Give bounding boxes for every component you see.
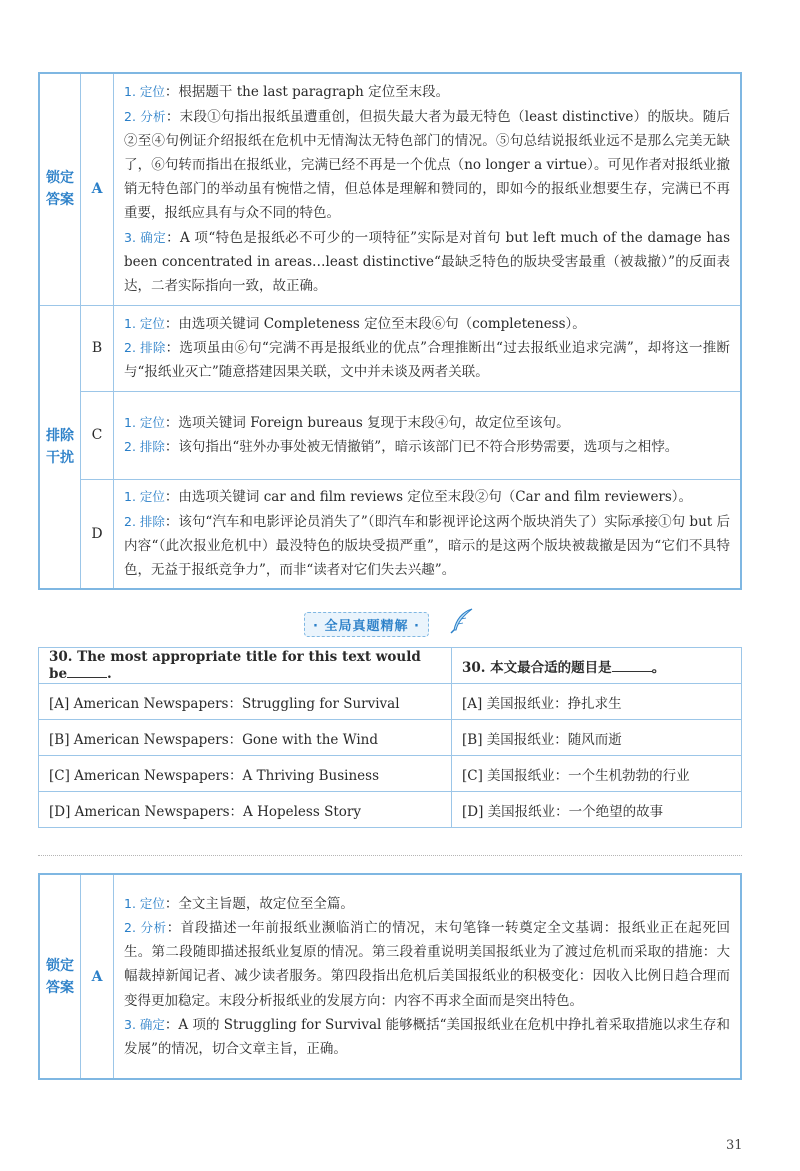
exclude-label: 排除干扰	[39, 305, 81, 589]
option-row	[39, 720, 742, 756]
analysis-line: 2. 分析：首段描述一年前报纸业濒临消亡的情况，末句笔锋一转奠定全文基调：报纸业正在起死回生。第二段随即描述报纸业复原的情况。第三段着重说明美国报纸业为了渡过危机而采取的措施：大幅裁掉新闻记者、减少读者服务。第四段指出危机后美国报纸业的积极变化：因收入比例日趋合理而变得更加稳定。末段分析报纸业的发展方向：内容不再求全面而是突出特色。	[124, 919, 731, 1009]
page-number: 31	[726, 1138, 743, 1153]
exclude-row-d	[39, 479, 741, 589]
option-en: [C] American Newspapers：A Thriving Business	[39, 756, 452, 792]
question-table	[38, 647, 742, 828]
answer-blank	[612, 659, 652, 672]
lock-answer-text	[114, 874, 742, 1079]
question-header-row	[39, 648, 742, 684]
exclude-option-c: C	[81, 391, 114, 479]
question-cn: 30. 本文最合适的题目是 。	[452, 648, 742, 684]
analysis-line: 1. 定位：全文主旨题，故定位至全篇。	[124, 895, 354, 912]
option-row	[39, 756, 742, 792]
lock-answer-option: A	[81, 874, 114, 1079]
lock-answer-label: 锁定答案	[39, 73, 81, 305]
analysis-line: 3. 确定：A 项的 Struggling for Survival 能够概括“美国报纸业在危机中挣扎着采取措施以求生存和发展”的情况，切合文章主旨，正确。	[124, 1016, 731, 1057]
analysis-line: 2. 排除：该句“汽车和电影评论员消失了”（即汽车和影视评论这两个版块消失了）实际承接①句 but 后内容“（此次报业危机中）最没特色的版块受损严重”，暗示的是这两个版块被裁撤是因为“它们不具特色，无益于报纸竞争力”，而非“读者对它们失去兴趣”。	[124, 513, 730, 578]
option-cn: [D] 美国报纸业：一个绝望的故事	[452, 792, 742, 828]
option-cn: [B] 美国报纸业：随风而逝	[452, 720, 742, 756]
lock-answer-row	[39, 73, 741, 305]
lock-answer-text	[114, 73, 742, 305]
question-en: 30. The most appropriate title for this text would be .	[39, 648, 452, 684]
analysis-line: 2. 排除：该句指出“驻外办事处被无情撤销”，暗示该部门已不符合形势需要，选项与之相悖。	[124, 439, 679, 455]
exclude-row-c	[39, 391, 741, 479]
analysis-line: 1. 定位：由选项关键词 Completeness 定位至末段⑥句（completeness）。	[124, 315, 586, 332]
option-en: [A] American Newspapers：Struggling for Survival	[39, 684, 452, 720]
lock-answer-option: A	[81, 73, 114, 305]
option-en: [D] American Newspapers：A Hopeless Story	[39, 792, 452, 828]
analysis-line: 3. 确定：A 项“特色是报纸必不可少的一项特征”实际是对首句 but left much of the damage has been concentrated in areas…least distinctive“最缺乏特色的版块受害最重（被裁撤）”的反面表达，二者实际指向一致，故正确。	[124, 229, 730, 294]
exclude-text-d	[114, 479, 742, 589]
analysis-line: 2. 分析：末段①句指出报纸虽遭重创，但损失最大者为最无特色（least distinctive）的版块。随后②至④句例证介绍报纸在危机中无情淘汰无特色部门的情况。⑤句总结说报纸业远不是那么完美无缺了，⑥句转而指出在报纸业，完满已经不再是一个优点（no longer a virtue）。可见作者对报纸业撤销无特色部门的举动虽有惋惜之情，但总体是理解和赞同的，即如今的报纸业想要生存，完满已不再重要，报纸应具有与众不同的特色。	[124, 108, 730, 222]
option-cn: [C] 美国报纸业：一个生机勃勃的行业	[452, 756, 742, 792]
exclude-text-b	[114, 305, 742, 391]
exclude-option-b: B	[81, 305, 114, 391]
exclude-text-c	[114, 391, 742, 479]
divider	[38, 855, 742, 856]
analysis-line: 1. 定位：由选项关键词 car and film reviews 定位至末段②句（Car and film reviewers）。	[124, 489, 693, 506]
exclude-row-b	[39, 305, 741, 391]
option-row	[39, 792, 742, 828]
analysis-table-2	[38, 873, 742, 1080]
option-cn: [A] 美国报纸业：挣扎求生	[452, 684, 742, 720]
lock-answer-row	[39, 874, 741, 1079]
analysis-line: 1. 定位：选项关键词 Foreign bureaus 复现于末段④句，故定位至该句。	[124, 414, 570, 431]
section-title: · 全局真题精解 ·	[304, 612, 429, 637]
exclude-option-d: D	[81, 479, 114, 589]
analysis-line: 2. 排除：选项虽由⑥句“完满不再是报纸业的优点”合理推断出“过去报纸业追求完满”，却将这一推断与“报纸业灭亡”随意搭建因果关联，文中并未谈及两者关联。	[124, 339, 730, 381]
lock-answer-label: 锁定答案	[39, 874, 81, 1079]
feather-pen-icon	[448, 606, 476, 634]
option-en: [B] American Newspapers：Gone with the Wind	[39, 720, 452, 756]
option-row	[39, 684, 742, 720]
analysis-line: 1. 定位：根据题干 the last paragraph 定位至末段。	[124, 84, 450, 101]
answer-blank	[67, 665, 107, 678]
analysis-table-1	[38, 72, 742, 590]
